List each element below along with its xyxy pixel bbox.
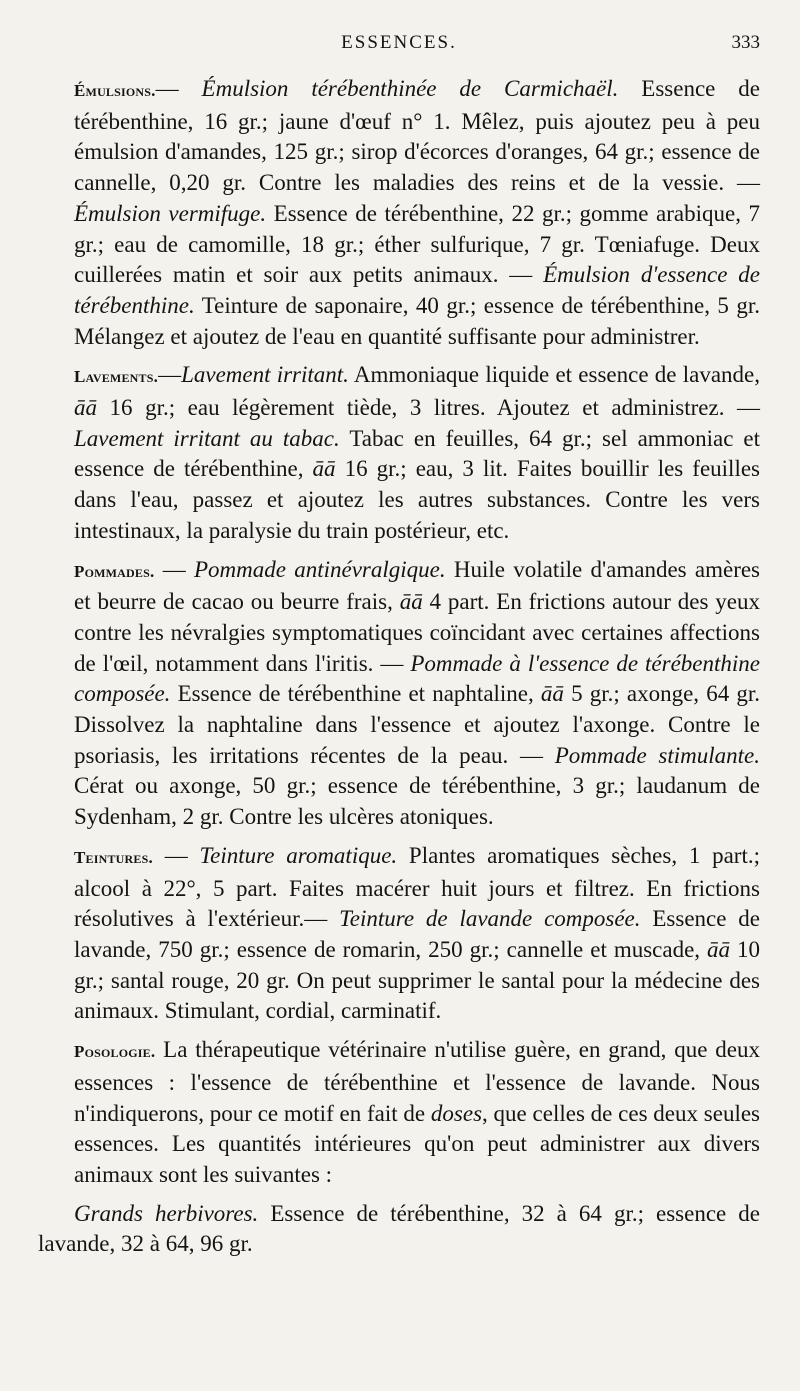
section-label-emulsions: Émulsions. xyxy=(74,81,156,100)
paragraph-teintures: Teintures. — Teinture aromatique. Plantes aromatiques sèches, 1 part.; alcool à 22°, 5 part. Faites macérer huit jours et filtrez. En frictions résolutives à l'extérieur.— Teinture de lavande composée. Essence de lavande, 750 gr.; essence de romarin, 250 gr.; cannelle et muscade, āā 10 gr.; santal rouge, 20 gr. On peut supprimer le santal pour la médecine des animaux. Stimulant, cordial, carminatif. xyxy=(74,842,761,1024)
recipe-title: Émulsion vermifuge. xyxy=(74,200,267,226)
recipe-title: Teinture aromatique. xyxy=(199,842,398,868)
paragraph-doses: Grands herbivores. Essence de térébenthine, 32 à 64 gr.; essence de lavande, 32 à 64, 96 gr. xyxy=(38,1200,760,1257)
recipe-title: Émulsion d'essence de térébenthine. xyxy=(74,262,760,318)
paragraph-pommades: Pommades. — Pommade antinévralgique. Huile volatile d'amandes amères et beurre de cacao ou beurre frais, āā 4 part. En frictions autour des yeux contre les névralgies symptomatiques coïncidant avec certaines affections de l'œil, notamment dans l'iritis. — Pommade à l'essence de térébenthine composée. Essence de térébenthine et naphtaline, āā 5 gr.; axonge, 64 gr. Dissolvez la naphtaline dans l'essence et ajoutez l'axonge. Contre le psoriasis, les irritations récentes de la peau. — Pommade stimulante. Cérat ou axonge, 50 gr.; essence de térébenthine, 3 gr.; laudanum de Sydenham, 2 gr. Contre les ulcères atoniques. xyxy=(74,556,761,830)
section-label-teintures: Teintures. xyxy=(74,847,153,867)
recipe-title: Pommade antinévralgique. xyxy=(193,556,446,582)
recipe-title: Lavement irritant. xyxy=(181,362,349,388)
running-head: ESSENCES. xyxy=(341,32,457,53)
recipe-title: Teinture de lavande composée. xyxy=(339,906,641,932)
paragraph-emulsions: Émulsions.— Émulsion térébenthinée de Carmichaël. Essence de térébenthine, 16 gr.; jaune d'œuf n° 1. Mêlez, puis ajoutez peu à peu émulsion d'amandes, 125 gr.; sirop d'écorces d'oranges, 64 gr.; essence de cannelle, 0,20 gr. Contre les maladies des reins et de la vessie. — Émulsion vermifuge. Essence de térébenthine, 22 gr.; gomme arabique, 7 gr.; eau de camomille, 18 gr.; éther sulfurique, 7 gr. Tœniafuge. Deux cuillerées matin et soir aux petits animaux. — Émulsion d'essence de térébenthine. Teinture de saponaire, 40 gr.; essence de térébenthine, 5 gr. Mélangez et ajoutez de l'eau en quantité suffisante pour administrer. xyxy=(74,76,760,349)
section-label-posologie: Posologie. xyxy=(74,1042,156,1062)
section-label-lavements: Lavements. xyxy=(74,367,159,387)
paragraph-lavements: Lavements.—Lavement irritant. Ammoniaque liquide et essence de lavande, āā 16 gr.; eau légèrement tiède, 3 litres. Ajoutez et administrez. — Lavement irritant au tabac. Tabac en feuilles, 64 gr.; sel ammoniac et essence de térébenthine, āā 16 gr.; eau, 3 lit. Faites bouillir les feuilles dans l'eau, passez et ajoutez les autres substances. Contre les vers intestinaux, la paralysie du train postérieur, etc. xyxy=(74,362,760,543)
section-label-pommades: Pommades. xyxy=(74,561,155,581)
recipe-title: Pommade à l'essence de térébenthine composée. xyxy=(74,650,760,707)
recipe-title: Pommade stimulante. xyxy=(554,742,760,768)
paragraph-posologie: Posologie. La thérapeutique vétérinaire n'utilise guère, en grand, que deux essences : l'essence de térébenthine et l'essence de lavande. Nous n'indiquerons, pour ce motif en fait de doses, que celles de ces deux seules essences. Les quantités intérieures qu'on peut administrer aux divers animaux sont les suivantes : xyxy=(74,1037,760,1187)
page-number: 333 xyxy=(731,32,760,53)
animal-category: Grands herbivores. xyxy=(74,1200,259,1226)
recipe-title: Émulsion térébenthinée de Carmichaël. xyxy=(201,76,619,101)
recipe-title: Lavement irritant au tabac. xyxy=(74,425,340,451)
page-header xyxy=(38,30,760,62)
body-text xyxy=(38,74,760,1260)
